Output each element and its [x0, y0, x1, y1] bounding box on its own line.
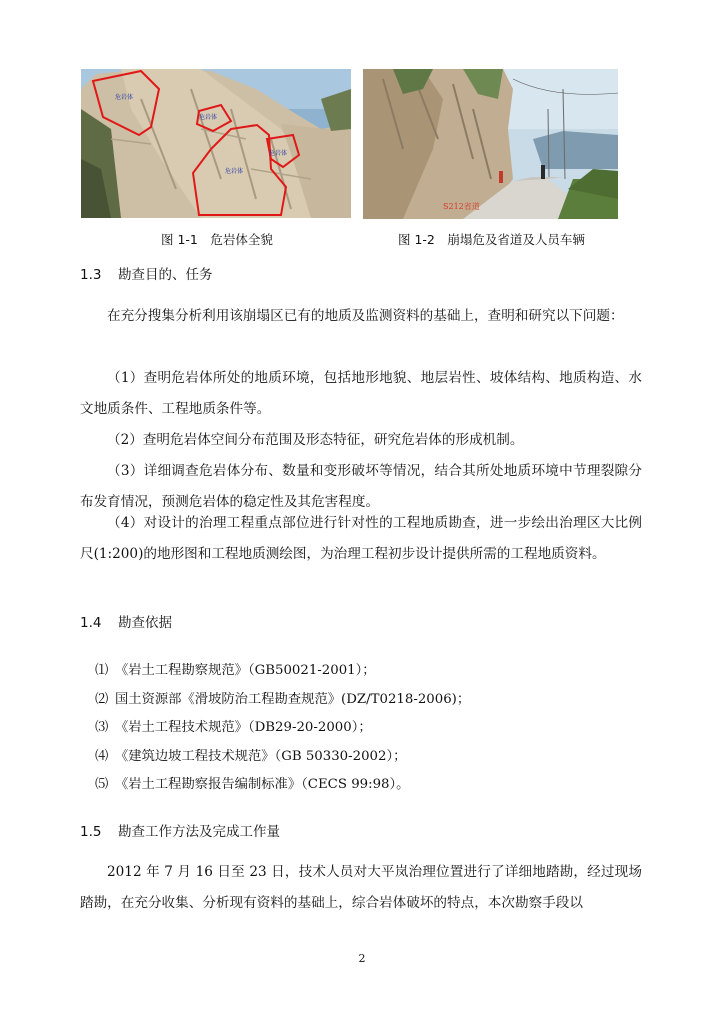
- figure-1-2-road-label: S212省道: [443, 202, 480, 211]
- figure-1-1-label-3: 危岩体: [225, 168, 244, 175]
- basis-item-4: ⑷ 《建筑边坡工程技术规范》（GB 50330-2002）；: [95, 749, 407, 764]
- section-number: 1.3: [80, 267, 102, 283]
- basis-item-1: ⑴ 《岩土工程勘察规范》（GB50021-2001）；: [95, 663, 376, 678]
- figure-1-1-label-4: 危岩体: [269, 150, 288, 157]
- section-heading-1-4: [80, 611, 172, 631]
- paragraph-work-method: 2012 年 7 月 16 日至 23 日，技术人员对大平岚治理位置进行了详细地踏勘，经过现场踏勘，在充分收集、分析现有资料的基础上，综合岩体破坏的特点，本次勘察手段以: [80, 864, 642, 911]
- section-title: 勘查依据: [118, 615, 172, 631]
- basis-item-3: ⑶ 《岩土工程技术规范》（DB29-20-2000）；: [95, 720, 372, 735]
- paragraph-task-4: （4）对设计的治理工程重点部位进行针对性的工程地质勘查，进一步绘出治理区大比例尺(1:200)的地形图和工程地质测绘图，为治理工程初步设计提供所需的工程地质资料。: [80, 515, 642, 562]
- figure-1-2-caption: 图 1-2 崩塌危及省道及人员车辆: [398, 232, 585, 247]
- figure-1-1-caption: 图 1-1 危岩体全貌: [161, 232, 273, 247]
- basis-item-2: ⑵ 国土资源部《滑坡防治工程勘查规范》(DZ/T0218-2006)；: [95, 692, 471, 707]
- paragraph-intro: 在充分搜集分析利用该崩塌区已有的地质及监测资料的基础上，查明和研究以下问题：: [107, 308, 624, 324]
- road-photo-image: [363, 69, 618, 219]
- section-heading-1-5: [80, 820, 280, 840]
- section-number: 1.5: [80, 824, 102, 840]
- page-number: 2: [358, 952, 366, 965]
- section-number: 1.4: [80, 615, 102, 631]
- section-title: 勘查工作方法及完成工作量: [118, 824, 280, 840]
- section-heading-1-3: [80, 263, 213, 283]
- paragraph-task-3: （3）详细调查危岩体分布、数量和变形破坏等情况，结合其所处地质环境中节理裂隙分布发育情况，预测危岩体的稳定性及其危害程度。: [80, 463, 642, 510]
- figure-1-1-label-1: 危岩体: [115, 94, 134, 101]
- figure-1-1-photo: [81, 69, 351, 218]
- paragraph-task-2: （2）查明危岩体空间分布范围及形态特征，研究危岩体的形成机制。: [107, 432, 524, 448]
- section-title: 勘查目的、任务: [118, 267, 213, 283]
- figure-1-1-label-2: 危岩体: [199, 114, 218, 121]
- figure-1-2-photo: [363, 69, 618, 219]
- paragraph-task-1: （1）查明危岩体所处的地质环境，包括地形地貌、地层岩性、坡体结构、地质构造、水文地质条件、工程地质条件等。: [80, 370, 642, 417]
- basis-item-5: ⑸ 《岩土工程勘察报告编制标准》（CECS 99:98）。: [95, 777, 410, 792]
- rock-mass-photo-image: [81, 69, 351, 218]
